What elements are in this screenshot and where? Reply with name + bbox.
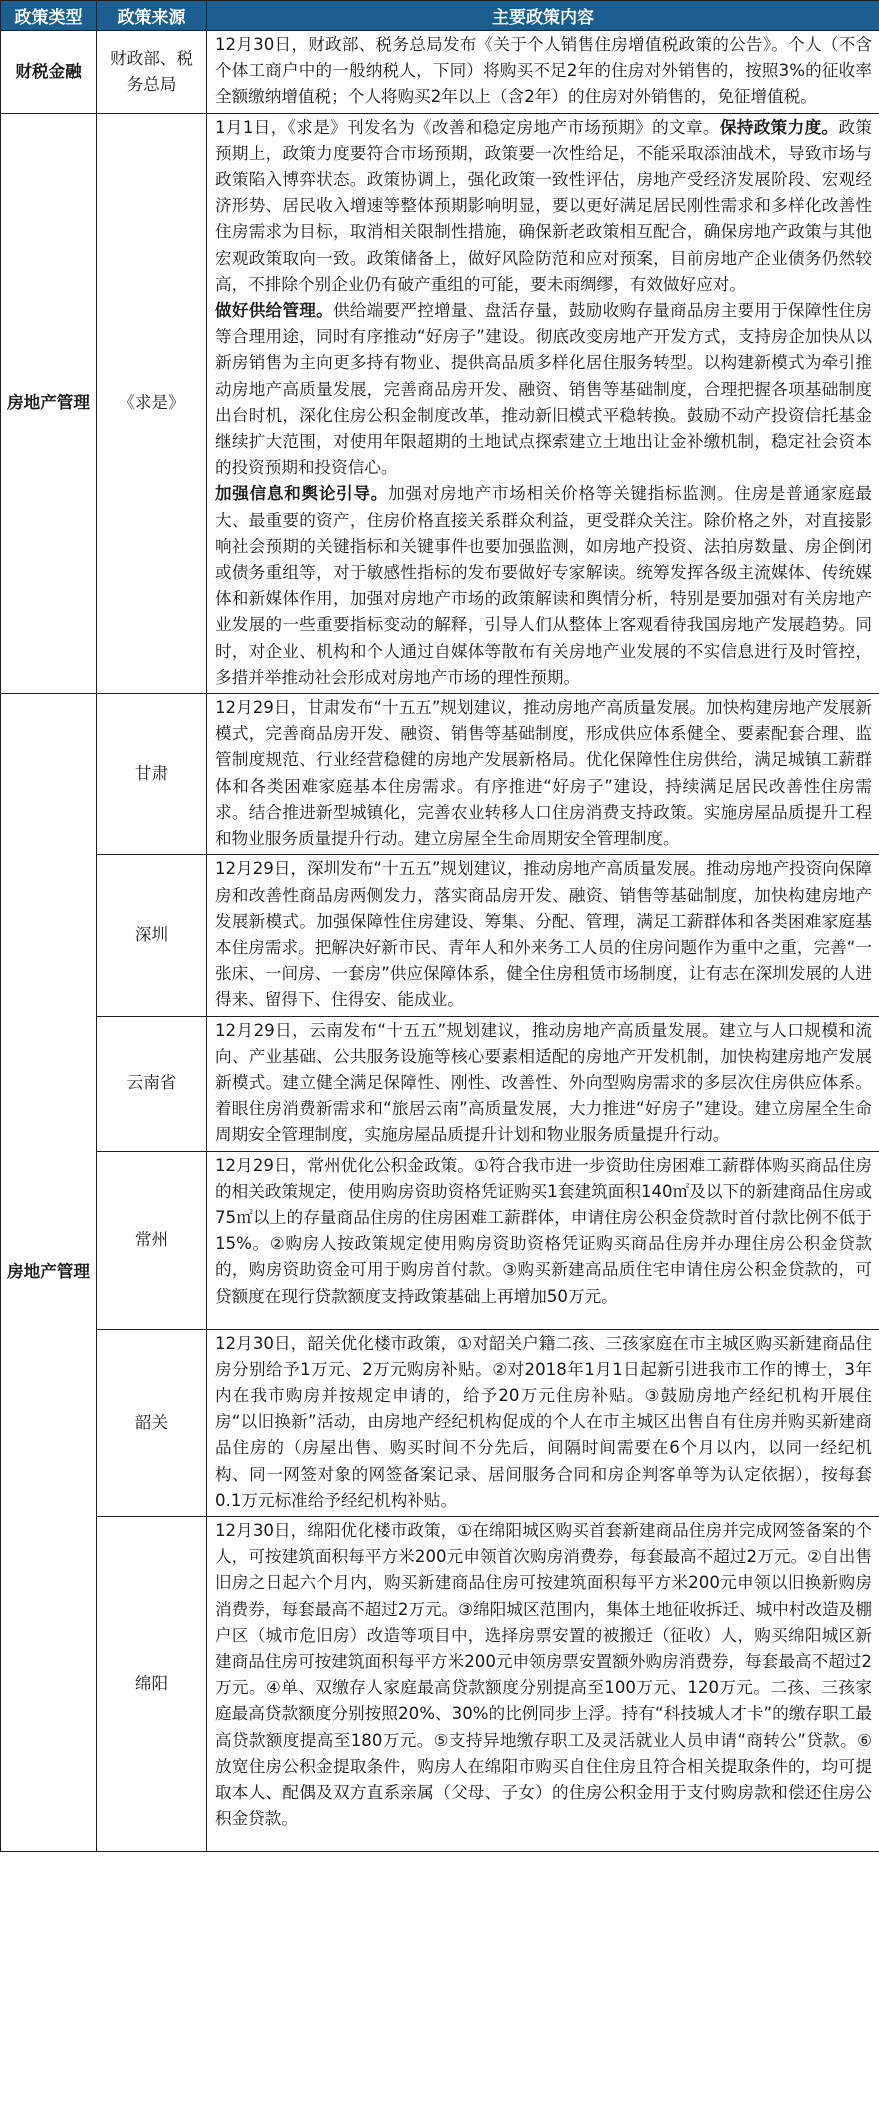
policy-content-text: 12月30日，绵阳优化楼市政策，①在绵阳城区购买首套新建商品住房并完成网签备案的个人，可按建筑面积每平方米200元申领首次购房消费券，每套最高不超过2万元。②自出售旧房之日起六个月内，购买新建商品住房可按建筑面积每平方米200元申领以旧换新购房消费券，每套最高不超过2万元。③绵阳城区范围内，集体土地征收拆迁、城中村改造及棚户区（城市危旧房）改造等项目中，选择房票安置的被搬迁（征收）人，购买绵阳城区新建商品住房可按建筑面积每平方米200元申领房票安置额外购房消费券，每套最高不超过2万元。④单、双缴存人家庭最高贷款额度分别提高至100万元、120万元。二孩、三孩家庭最高贷款额度分别按照20%、30%的比例同步上浮。持有“科技城人才卡”的缴存职工最高贷款额度提高至180万元。⑤支持异地缴存职工及灵活就业人员申请“商转公”贷款。⑥放宽住房公积金提取条件，购房人在绵阳市购买自住住房且符合相关提取条件的，均可提取本人、配偶及双方直系亲属（父母、子女）的住房公积金用于支付购房款和偿还住房公积金贷款。 xyxy=(215,1520,872,1829)
policy-content-cell xyxy=(207,1151,879,1329)
policy-content-text: 12月30日，财政部、税务总局发布《关于个人销售住房增值税政策的公告》。个人（不含个体工商户中的一般纳税人，下同）将购买不足2年的住房对外销售的，按照3%的征收率全额缴纳增值税；个人将购买2年以上（含2年）的住房对外销售的，免征增值税。 xyxy=(215,35,872,107)
policy-type-cell: 财税金融 xyxy=(1,31,97,114)
policy-content-text: 12月29日，甘肃发布“十五五”规划建议，推动房地产高质量发展。加快构建房地产发展新模式，完善商品房开发、融资、销售等基础制度，形成供应体系健全、要素配套合理、监管制度规范、行业经营稳健的房地产发展新格局。优化保障性住房供给，满足城镇工薪群体和各类困难家庭基本住房需求。有序推进“好房子”建设，持续满足居民改善性住房需求。结合推进新型城镇化，完善农业转移人口住房消费支持政策。实施房屋品质提升工程和物业服务质量提升行动。建立房屋全生命周期安全管理制度。 xyxy=(215,698,872,849)
table-row xyxy=(1,1516,879,1851)
policy-source-cell: 《求是》 xyxy=(97,113,207,693)
policy-content-cell xyxy=(207,1016,879,1151)
policy-paragraph xyxy=(215,298,872,481)
policy-content-cell xyxy=(207,113,879,693)
policy-body-text: 加强对房地产市场相关价格等关键指标监测。住房是普通家庭最大、最重要的资产，住房价格直接关系群众利益，更受群众关注。除价格之外，对直接影响社会预期的关键指标和关键事件也要加强监测，如房地产投资、法拍房数量、房企倒闭或债务重组等，对于敏感性指标的发布要做好专家解读。统筹发挥各级主流媒体、传统媒体和新媒体作用，加强对房地产市场的政策解读和舆情分析，特别是要加强对有关房地产业发展的一些重要指标变动的解释，引导人们从整体上客观看待我国房地产发展趋势。同时，对企业、机构和个人通过自媒体等散布有关房地产业发展的不实信息进行及时管控，多措并举推动社会形成对房地产市场的理性预期。 xyxy=(215,484,873,687)
policy-content-cell xyxy=(207,1516,879,1851)
table-row xyxy=(1,1329,879,1516)
table-row xyxy=(1,1016,879,1151)
policy-content-cell xyxy=(207,694,879,855)
policy-source-cell: 云南省 xyxy=(97,1016,207,1151)
policy-content-cell xyxy=(207,31,879,114)
table-row xyxy=(1,855,879,1016)
header-policy-source: 政策来源 xyxy=(97,1,207,31)
policy-paragraph xyxy=(215,115,872,298)
table-row xyxy=(1,694,879,855)
policy-content-cell xyxy=(207,1329,879,1516)
policy-source-cell: 财政部、税务总局 xyxy=(97,31,207,114)
policy-type-cell: 房地产管理 xyxy=(1,694,97,1852)
table-row xyxy=(1,113,879,693)
policy-heading: 做好供给管理。 xyxy=(215,301,333,321)
policy-heading: 保持政策力度。 xyxy=(719,117,839,137)
policy-body-text: 供给端要严控增量、盘活存量，鼓励收购存量商品房主要用于保障性住房等合理用途，同时有序推动“好房子”建设。彻底改变房地产开发方式，支持房企加快从以新房销售为主向更多持有物业、提供高品质多样化居住服务转型。以构建新模式为牵引推动房地产高质量发展，完善商品房开发、融资、销售等基础制度，合理把握各项基础制度出台时机，深化住房公积金制度改革，推动新旧模式平稳转换。鼓励不动产投资信托基金继续扩大范围，对使用年限超期的土地试点探索建立土地出让金补缴机制，稳定社会资本的投资预期和投资信心。 xyxy=(215,301,873,478)
policy-paragraph xyxy=(215,481,872,691)
policy-content-text: 12月29日，云南发布“十五五”规划建议，推动房地产高质量发展。建立与人口规模和流向、产业基础、公共服务设施等核心要素相适配的房地产开发机制，加快构建房地产发展新模式。建立健全满足保障性、刚性、改善性、外向型购房需求的多层次住房供应体系。着眼住房消费新需求和“旅居云南”高质量发展，大力推进“好房子”建设。建立房屋全生命周期安全管理制度，实施房屋品质提升计划和物业服务质量提升行动。 xyxy=(215,1020,872,1145)
policy-content-text: 12月30日，韶关优化楼市政策，①对韶关户籍二孩、三孩家庭在市主城区购买新建商品住房分别给予1万元、2万元购房补贴。②对2018年1月1日起新引进我市工作的博士，3年内在我市购房并按规定申请的，给予20万元住房补贴。③鼓励房地产经纪机构开展住房“以旧换新”活动，由房地产经纪机构促成的个人在市主城区出售自有住房并购买新建商品住房的（房屋出售、购买时间不分先后，间隔时间需要在6个月以内，以同一经纪机构、同一网签对象的网签备案记录、居间服务合同和房企判客单等为认定依据），按每套0.1万元标准给予经纪机构补贴。 xyxy=(215,1333,872,1510)
policy-source-cell: 深圳 xyxy=(97,855,207,1016)
policy-content-text: 12月29日，深圳发布“十五五”规划建议，推动房地产高质量发展。推动房地产投资向保障房和改善性商品房两侧发力，落实商品房开发、融资、销售等基础制度，加快构建房地产发展新模式。加强保障性住房建设、筹集、分配、管理，满足工薪群体和各类困难家庭基本住房需求。把解决好新市民、青年人和外来务工人员的住房问题作为重中之重，完善“一张床、一间房、一套房”供应保障体系，健全住房租赁市场制度，让有志在深圳发展的人进得来、留得下、住得安、能成业。 xyxy=(215,859,872,1010)
policy-body-text: 政策预期上，政策力度要符合市场预期，政策要一次性给足，不能采取添油战术，导致市场与政策陷入博弈状态。政策协调上，强化政策一致性评估，房地产受经济发展阶段、宏观经济形势、居民收入增速等整体预期影响明显，要以更好满足居民刚性需求和多样化改善性住房需求为目标，取消相关限制性措施，确保新老政策相互配合，确保房地产政策与其他宏观政策取向一致。政策储备上，做好风险防范和应对预案，目前房地产企业债务仍然较高，不排除个别企业仍有破产重组的可能，要未雨绸缪，有效做好应对。 xyxy=(215,117,873,294)
table-row xyxy=(1,31,879,114)
policy-type-cell: 房地产管理 xyxy=(1,113,97,693)
table-row xyxy=(1,1151,879,1329)
policy-content-cell xyxy=(207,855,879,1016)
policy-content-text: 12月29日，常州优化公积金政策。①符合我市进一步资助住房困难工薪群体购买商品住房的相关政策规定，使用购房资助资格凭证购买1套建筑面积140㎡及以下的新建商品住房或75㎡以上的存量商品住房的住房困难工薪群体，申请住房公积金贷款时首付款比例不低于15%。②购房人按政策规定使用购房资助资格凭证购买商品住房并办理住房公积金贷款的，购房资助资金可用于购房首付款。③购买新建高品质住宅申请住房公积金贷款的，可贷额度在现行贷款额度支持政策基础上再增加50万元。 xyxy=(215,1155,872,1306)
policy-heading: 加强信息和舆论引导。 xyxy=(215,484,389,504)
policy-source-cell: 常州 xyxy=(97,1151,207,1329)
policy-source-cell: 绵阳 xyxy=(97,1516,207,1851)
policy-source-cell: 韶关 xyxy=(97,1329,207,1516)
policy-source-cell: 甘肃 xyxy=(97,694,207,855)
policy-intro-text: 1月1日，《求是》刊发名为《改善和稳定房地产市场预期》的文章。 xyxy=(215,117,720,137)
table-header-row xyxy=(1,1,879,31)
header-policy-content: 主要政策内容 xyxy=(207,1,879,31)
header-policy-type: 政策类型 xyxy=(1,1,97,31)
